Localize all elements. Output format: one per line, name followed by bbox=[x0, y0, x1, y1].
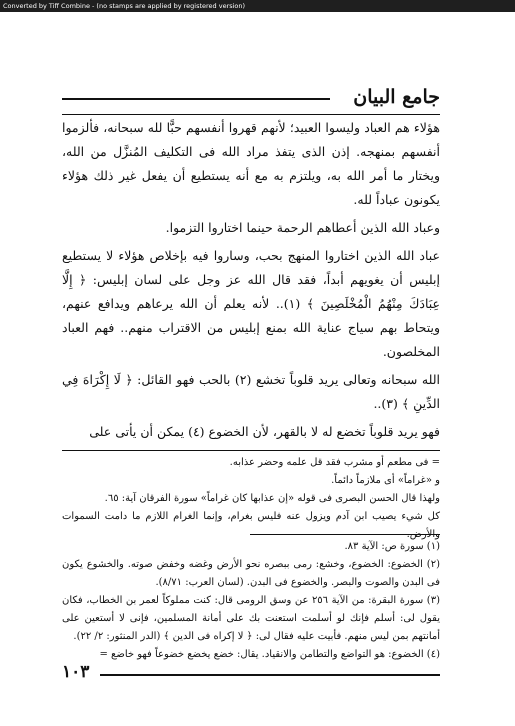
main-text bbox=[62, 116, 440, 448]
footnotes bbox=[62, 538, 440, 664]
footnote-separator bbox=[62, 450, 440, 451]
footnote-line: و «غراماً» أى ملازماً دائماً. bbox=[331, 475, 440, 486]
paragraph: الله سبحانه وتعالى يريد قلوباً تخشع (٢) بالحب فهو القائل: ﴿ لَا إِكْرَاهَ فِي الدِّينِ ﴾ (٣).. bbox=[62, 372, 440, 411]
paragraph: هؤلاء هم العباد وليسوا العبيد؛ لأنهم قهروا أنفسهم حبًّا لله سبحانه، فألزموا أنفسهم بمنهجه. إذن الذى يتفذ مراد الله فى التكليف المُنزَّل من الله، ويختار ما أمر الله به، ويلتزم به مع أنه يستطيع أن يفعل غير ذلك هؤلاء يكونون عباداً لله. bbox=[62, 120, 440, 207]
footnote-separator-short bbox=[250, 534, 440, 535]
running-header bbox=[62, 84, 440, 114]
header-title: جامع البيان bbox=[353, 86, 440, 108]
paragraph: وعباد الله الذين أعطاهم الرحمة حينما اختاروا التزموا. bbox=[165, 220, 440, 235]
footnote-line: كل شيء يصيب ابن آدم ويزول عنه فليس بغرام، وإنما الغرام اللازم ما دامت السموات والأرض. bbox=[62, 511, 440, 540]
page-number: ١٠٣ bbox=[62, 662, 90, 682]
footnotes-continued bbox=[62, 454, 440, 544]
footnote: (٢) الخضوع: الخضوع، وخشع: رمى ببصره نحو الأرض وغضه وخفض صوته. والخشوع يكون فى البدن والصوت والبصر. والخضوع فى البدن. (لسان العرب: ٨/٧١). bbox=[62, 559, 440, 588]
footnote: (١) سورة ص: الآية ٨٣. bbox=[344, 541, 440, 552]
footer-rule bbox=[100, 674, 440, 676]
paragraph: فهو يريد قلوباً تخضع له لا بالقهر، لأن الخضوع (٤) يمكن أن يأتى على bbox=[89, 424, 440, 439]
footnote: (٤) الخضوع: هو التواضع والتطامن والانقياد. يقال: خضع يخضع خضوعاً فهو خاضع = bbox=[99, 649, 440, 660]
paragraph: عباد الله الذين اختاروا المنهج بحب، وساروا فيه بإخلاص هؤلاء لا يستطيع إبليس أن يغويهم أبداً، فقد قال الله عز وجل على لسان إبليس: ﴿ إِلَّا عِبَادَكَ مِنْهُمُ الْمُخْلَصِينَ ﴾ (١).. لأنه يعلم أن الله يرعاهم ويدافع عنهم، ويتحاط بهم سياج عناية الله بمنع إبليس من الاقتراب منهم.. فهم العباد المخلصون. bbox=[62, 248, 440, 359]
book-page bbox=[62, 78, 440, 690]
header-rule bbox=[62, 98, 330, 100]
footnote-line: = فى مطعم أو مشرب فقد قل علمه وحضر عذابه. bbox=[229, 457, 440, 468]
converter-banner: Converted by Tiff Combine - (no stamps are applied by registered version) bbox=[0, 0, 515, 12]
footnote: (٣) سورة البقرة: من الآية ٢٥٦ عن وسق الرومى قال: كنت مملوكاً لعمر بن الخطاب، فكان يقول لى: أسلم فإنك لو أسلمت استعنت بك على أمانة المسلمين، فإنى لا أستعين على أمانتهم بمن ليس منهم. فأبيت عليه فقال لى: ﴿ لا إكراه فى الدين ﴾ (الدر المنثور: ٢/ ٢٢). bbox=[62, 595, 440, 642]
header-underline bbox=[62, 114, 440, 115]
footnote-line: ولهذا قال الحسن البصرى فى قوله «إن عذابها كان غراماً» سورة الفرقان آية: ٦٥. bbox=[104, 493, 440, 504]
